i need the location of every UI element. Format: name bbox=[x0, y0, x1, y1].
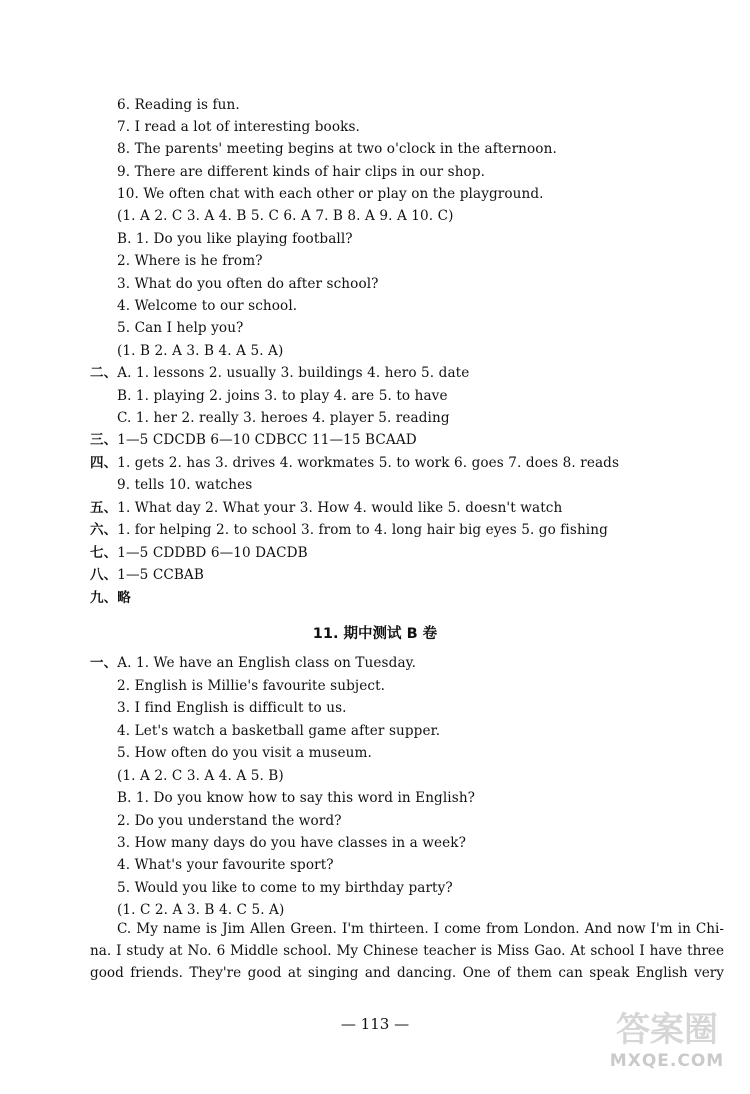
section-text: 1. gets 2. has 3. drives 4. workmates 5. to work 6. goes 7. does 8. reads bbox=[117, 455, 620, 471]
paragraph-line: na. I study at No. 6 Middle school. My Chinese teacher is Miss Gao. At school I have three bbox=[90, 943, 724, 959]
paragraph-c bbox=[90, 918, 724, 984]
section-line bbox=[90, 545, 308, 561]
answer-key-line: (1. C 2. A 3. B 4. C 5. A) bbox=[117, 902, 285, 918]
section-line bbox=[90, 567, 204, 583]
page-number: — 113 — bbox=[340, 1015, 410, 1033]
section-line bbox=[117, 477, 252, 493]
section-number: 九、 bbox=[90, 590, 118, 606]
watermark-text: 答案圈 bbox=[616, 1010, 718, 1050]
section-text: 1—5 CDDBD 6—10 DACDB bbox=[117, 545, 308, 561]
answer-line: 3. How many days do you have classes in a week? bbox=[117, 835, 467, 851]
section-text: C. 1. her 2. really 3. heroes 4. player 5. reading bbox=[117, 410, 450, 426]
paragraph-line: C. My name is Jim Allen Green. I'm thirteen. I come from London. And now I'm in Chi- bbox=[117, 921, 724, 937]
section-line bbox=[90, 500, 562, 516]
section-number: 六、 bbox=[90, 522, 118, 538]
section-line bbox=[117, 410, 450, 426]
section-number: 四、 bbox=[90, 455, 118, 471]
section-text: 9. tells 10. watches bbox=[117, 477, 253, 493]
section-line bbox=[90, 590, 131, 606]
answer-key-line: (1. A 2. C 3. A 4. A 5. B) bbox=[117, 768, 284, 784]
answer-line: 7. I read a lot of interesting books. bbox=[117, 119, 360, 135]
section-number: 五、 bbox=[90, 500, 118, 516]
section-number: 七、 bbox=[90, 545, 118, 561]
section-line bbox=[117, 388, 448, 404]
section-line bbox=[90, 432, 417, 448]
answer-line: 3. I find English is difficult to us. bbox=[117, 700, 347, 716]
answer-line: 3. What do you often do after school? bbox=[117, 276, 379, 292]
answer-line: 5. Would you like to come to my birthday party? bbox=[117, 880, 453, 896]
answer-line: 9. There are different kinds of hair clips in our shop. bbox=[117, 164, 486, 180]
paragraph-line: good friends. They're good at singing and dancing. One of them can speak English very bbox=[90, 965, 724, 981]
section-text: B. 1. playing 2. joins 3. to play 4. are 5. to have bbox=[117, 388, 448, 404]
answer-line: 5. Can I help you? bbox=[117, 320, 244, 336]
answer-line: 2. Do you understand the word? bbox=[117, 813, 342, 829]
section-number: 二、 bbox=[90, 365, 118, 381]
section-text: 略 bbox=[117, 590, 131, 606]
answer-line: 8. The parents' meeting begins at two o'clock in the afternoon. bbox=[117, 141, 557, 157]
answer-key-line: (1. B 2. A 3. B 4. A 5. A) bbox=[117, 343, 284, 359]
answer-line: 4. Welcome to our school. bbox=[117, 298, 298, 314]
section-heading: 11. 期中测试 B 卷 bbox=[312, 626, 438, 642]
watermark-logo bbox=[592, 1010, 742, 1080]
section-line bbox=[90, 365, 469, 381]
section-line bbox=[90, 522, 608, 538]
answer-line: 10. We often chat with each other or play on the playground. bbox=[117, 186, 544, 202]
answer-line: B. 1. Do you like playing football? bbox=[117, 231, 353, 247]
watermark-url: MXQE.COM bbox=[609, 1051, 725, 1071]
section-line bbox=[90, 655, 416, 671]
section-number: 三、 bbox=[90, 432, 118, 448]
answer-line: 2. Where is he from? bbox=[117, 253, 263, 269]
answer-line: 2. English is Millie's favourite subject. bbox=[117, 678, 386, 694]
answer-key-line: (1. A 2. C 3. A 4. B 5. C 6. A 7. B 8. A 9. A 10. C) bbox=[117, 208, 454, 224]
section-text: 1—5 CCBAB bbox=[117, 567, 204, 583]
section-line bbox=[90, 455, 619, 471]
section-text: 1. for helping 2. to school 3. from to 4. long hair big eyes 5. go fishing bbox=[117, 522, 608, 538]
section-number: 八、 bbox=[90, 567, 118, 583]
section-text: 1. What day 2. What your 3. How 4. would like 5. doesn't watch bbox=[117, 500, 563, 516]
answer-line: B. 1. Do you know how to say this word in English? bbox=[117, 790, 476, 806]
section-text: A. 1. lessons 2. usually 3. buildings 4. hero 5. date bbox=[117, 365, 470, 381]
section-text: A. 1. We have an English class on Tuesday. bbox=[117, 655, 417, 671]
answer-line: 4. Let's watch a basketball game after supper. bbox=[117, 723, 441, 739]
answer-line: 5. How often do you visit a museum. bbox=[117, 745, 372, 761]
section-number: 一、 bbox=[90, 655, 118, 671]
answer-line: 4. What's your favourite sport? bbox=[117, 857, 334, 873]
section-text: 1—5 CDCDB 6—10 CDBCC 11—15 BCAAD bbox=[117, 432, 417, 448]
answer-line: 6. Reading is fun. bbox=[117, 97, 240, 113]
